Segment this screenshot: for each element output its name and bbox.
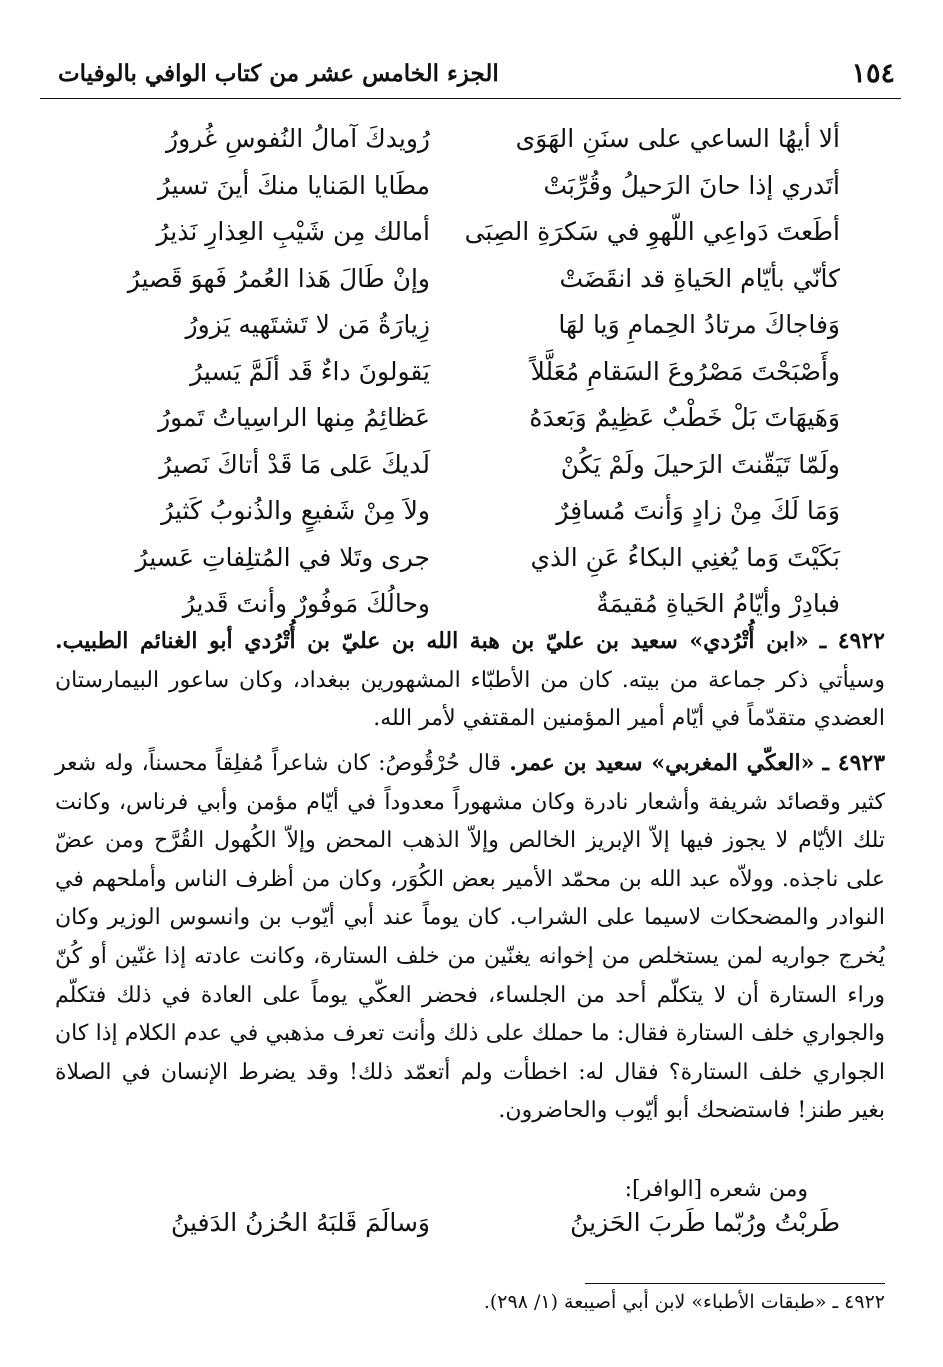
running-title: الجزء الخامس عشر من كتاب الوافي بالوفيات	[58, 60, 499, 87]
verse-second-hemistich: زِيارَةُ مَن لا تَشتَهيه يَزورُ	[185, 310, 430, 339]
verse-first-hemistich: ألا أيهُا الساعي على سنَنِ الهَوَى	[515, 124, 840, 153]
verse-second-hemistich: وإنْ طَالَ هَذا العُمرُ فَهوَ قَصيرُ	[127, 263, 430, 293]
verse-second-hemistich: أمالك مِن شَيْبِ العِذارِ نَذيرُ	[156, 217, 430, 246]
verse-line	[70, 209, 840, 256]
verse-first-hemistich: فبادِرْ وأيّامُ الحَياةِ مُقيمَةٌ	[596, 589, 840, 618]
entry-body: قال حُرْقُوصُ: كان شاعراً مُفلِقاً محسناً، وله شعر كثير وقصائد شريفة وأشعار نادرة وكان مشهوراً معدوداً في أيّام مؤمن وأبي فرناس، وكانت تلك الأيّام لا يجوز فيها إلاّ الإبريز الخالص وإلاّ الذهب المحض وإلاّ الكُهول القُرَّح ومن عضّ على ناجذه. وولاّه عبد الله بن محمّد الأمير بعض الكُوَر، وكان من أظرف الناس وأملحهم في النوادر والمضحكات لاسيما على الشراب. كان يوماً عند أبي أيّوب بن وانسوس الوزير وكان يُخرج جواريه لمن يستخلص من إخوانه يغنّين من خلف الستارة، وكانت عادته إذا غنّين أو كُنّ وراء الستارة أن لا يتكلّم أحد من الجلساء، فحضر العكّي يوماً على العادة في ذلك فتكلّم والجواري خلف الستارة فقال: ما حملك على ذلك وأنت تعرف مذهبي في عدم الكلام إذا كان الجواري خلف الستارة؟ فقال له: اخطأت ولم أتعمّد ذلك! وقد يضرط الإنسان في الصلاة بغير طنز! فاستضحك أبو أيّوب والحاضرون.	[55, 751, 885, 1124]
verse-second-hemistich: عَظائِمُ مِنها الراسِياتُ تَمورُ	[158, 403, 430, 432]
verse-first-hemistich: أتَدري إذا حانَ الرَحيلُ وقُرِّبَتْ	[543, 170, 840, 200]
entry-number: ٤٩٢٢ ـ	[819, 628, 885, 654]
footnote: ٤٩٢٢ ـ «طبقات الأطباء» لابن أبي أصيبعة (١/ ٢٩٨).	[483, 1291, 885, 1313]
verse-first-hemistich: وَمَا لَكَ مِنْ زادٍ وَأنتَ مُسافِرٌ	[556, 496, 840, 525]
poem-meter-line: ومن شعره [الوافر]:	[624, 1177, 808, 1202]
verse-line	[70, 442, 840, 489]
entry-4923	[55, 744, 885, 1131]
verse-second-hemistich: ولاَ مِنْ شَفيعٍ والذُنوبُ كَثيرُ	[161, 496, 430, 525]
verse-line	[70, 349, 840, 396]
verse-first-hemistich: وَفاجاكَ مرتادُ الحِمامِ وَيا لهَا	[558, 310, 840, 339]
verse-line	[70, 395, 840, 442]
verse-line	[70, 581, 840, 628]
verse-first-hemistich: أطَعتَ دَواعِي اللّهوِ في سَكرَةِ الصِبَى	[464, 217, 840, 246]
footnote-divider	[585, 1283, 885, 1284]
verse-second-hemistich: يَقولونَ داءٌ قَد ألَمَّ يَسيرُ	[190, 356, 430, 386]
verse-second-hemistich: جرى وتَلا في المُتلِفاتِ عَسيرُ	[135, 542, 430, 572]
verse-first-hemistich: وَهَيهَاتَ بَلْ خَطْبٌ عَظِيمٌ وَبَعدَهُ	[529, 403, 840, 432]
verse-line	[70, 535, 840, 582]
verse-second-hemistich: رُويدكَ آمالُ النُفوسِ غُرورُ	[166, 124, 430, 153]
entry-body: وسيأتي ذكر جماعة من بيته. كان من الأطبّاء المشهورين ببغداد، وكان ساعور البيمارستان العضدي متقدّماً في أيّام أمير المؤمنين المقتفي لأمر الله.	[55, 667, 885, 732]
entry-number: ٤٩٢٣ ـ	[822, 750, 886, 776]
verse-first-hemistich: ولَمّا تَيَقّنتَ الرَحيلَ ولَمْ يَكُنْ	[560, 449, 840, 479]
entry-heading: «ابن أُتْرُدي» سعيد بن عليّ بن هبة الله بن عليّ بن أُتْرُدي أبو الغنائم الطبيب.	[55, 628, 809, 654]
verse-line	[70, 256, 840, 303]
entry-4922	[55, 622, 885, 739]
verse-second-hemistich: وَسالَمَ قَلبَهُ الحُزنُ الدَفينُ	[171, 1208, 430, 1237]
verse-line	[70, 163, 840, 210]
poem-verses	[70, 116, 840, 628]
verse-first-hemistich: بَكَيْتَ وَما يُغنِي البكاءُ عَنِ الذي	[530, 542, 840, 572]
verse-second-hemistich: وحالُكَ مَوفُورٌ وأنتَ قَديرُ	[182, 589, 430, 618]
verse-line	[70, 1208, 840, 1254]
verse-first-hemistich: كأنّي بأيّام الحَياةِ قد انقَضَتْ	[559, 263, 840, 293]
verse-first-hemistich: وأَصْبَحْتَ مَصْرُوعَ السَقامِ مُعَلَّلاً	[530, 356, 840, 386]
verse-second-hemistich: لَديكَ عَلى مَا قَدْ أتاكَ نَصيرُ	[159, 449, 430, 479]
verse-line	[70, 302, 840, 349]
verse-first-hemistich: طَربْتُ ورُبّما طَربَ الحَزينُ	[570, 1208, 840, 1237]
entry-heading: «العكّي المغربي» سعيد بن عمر.	[509, 750, 815, 776]
verse-line	[70, 488, 840, 535]
page-number: ١٥٤	[851, 58, 895, 89]
verse-second-hemistich: مطَايا المَنايا منكَ أينَ تسيرُ	[157, 170, 430, 200]
running-header	[40, 48, 901, 99]
verse-line	[70, 116, 840, 163]
